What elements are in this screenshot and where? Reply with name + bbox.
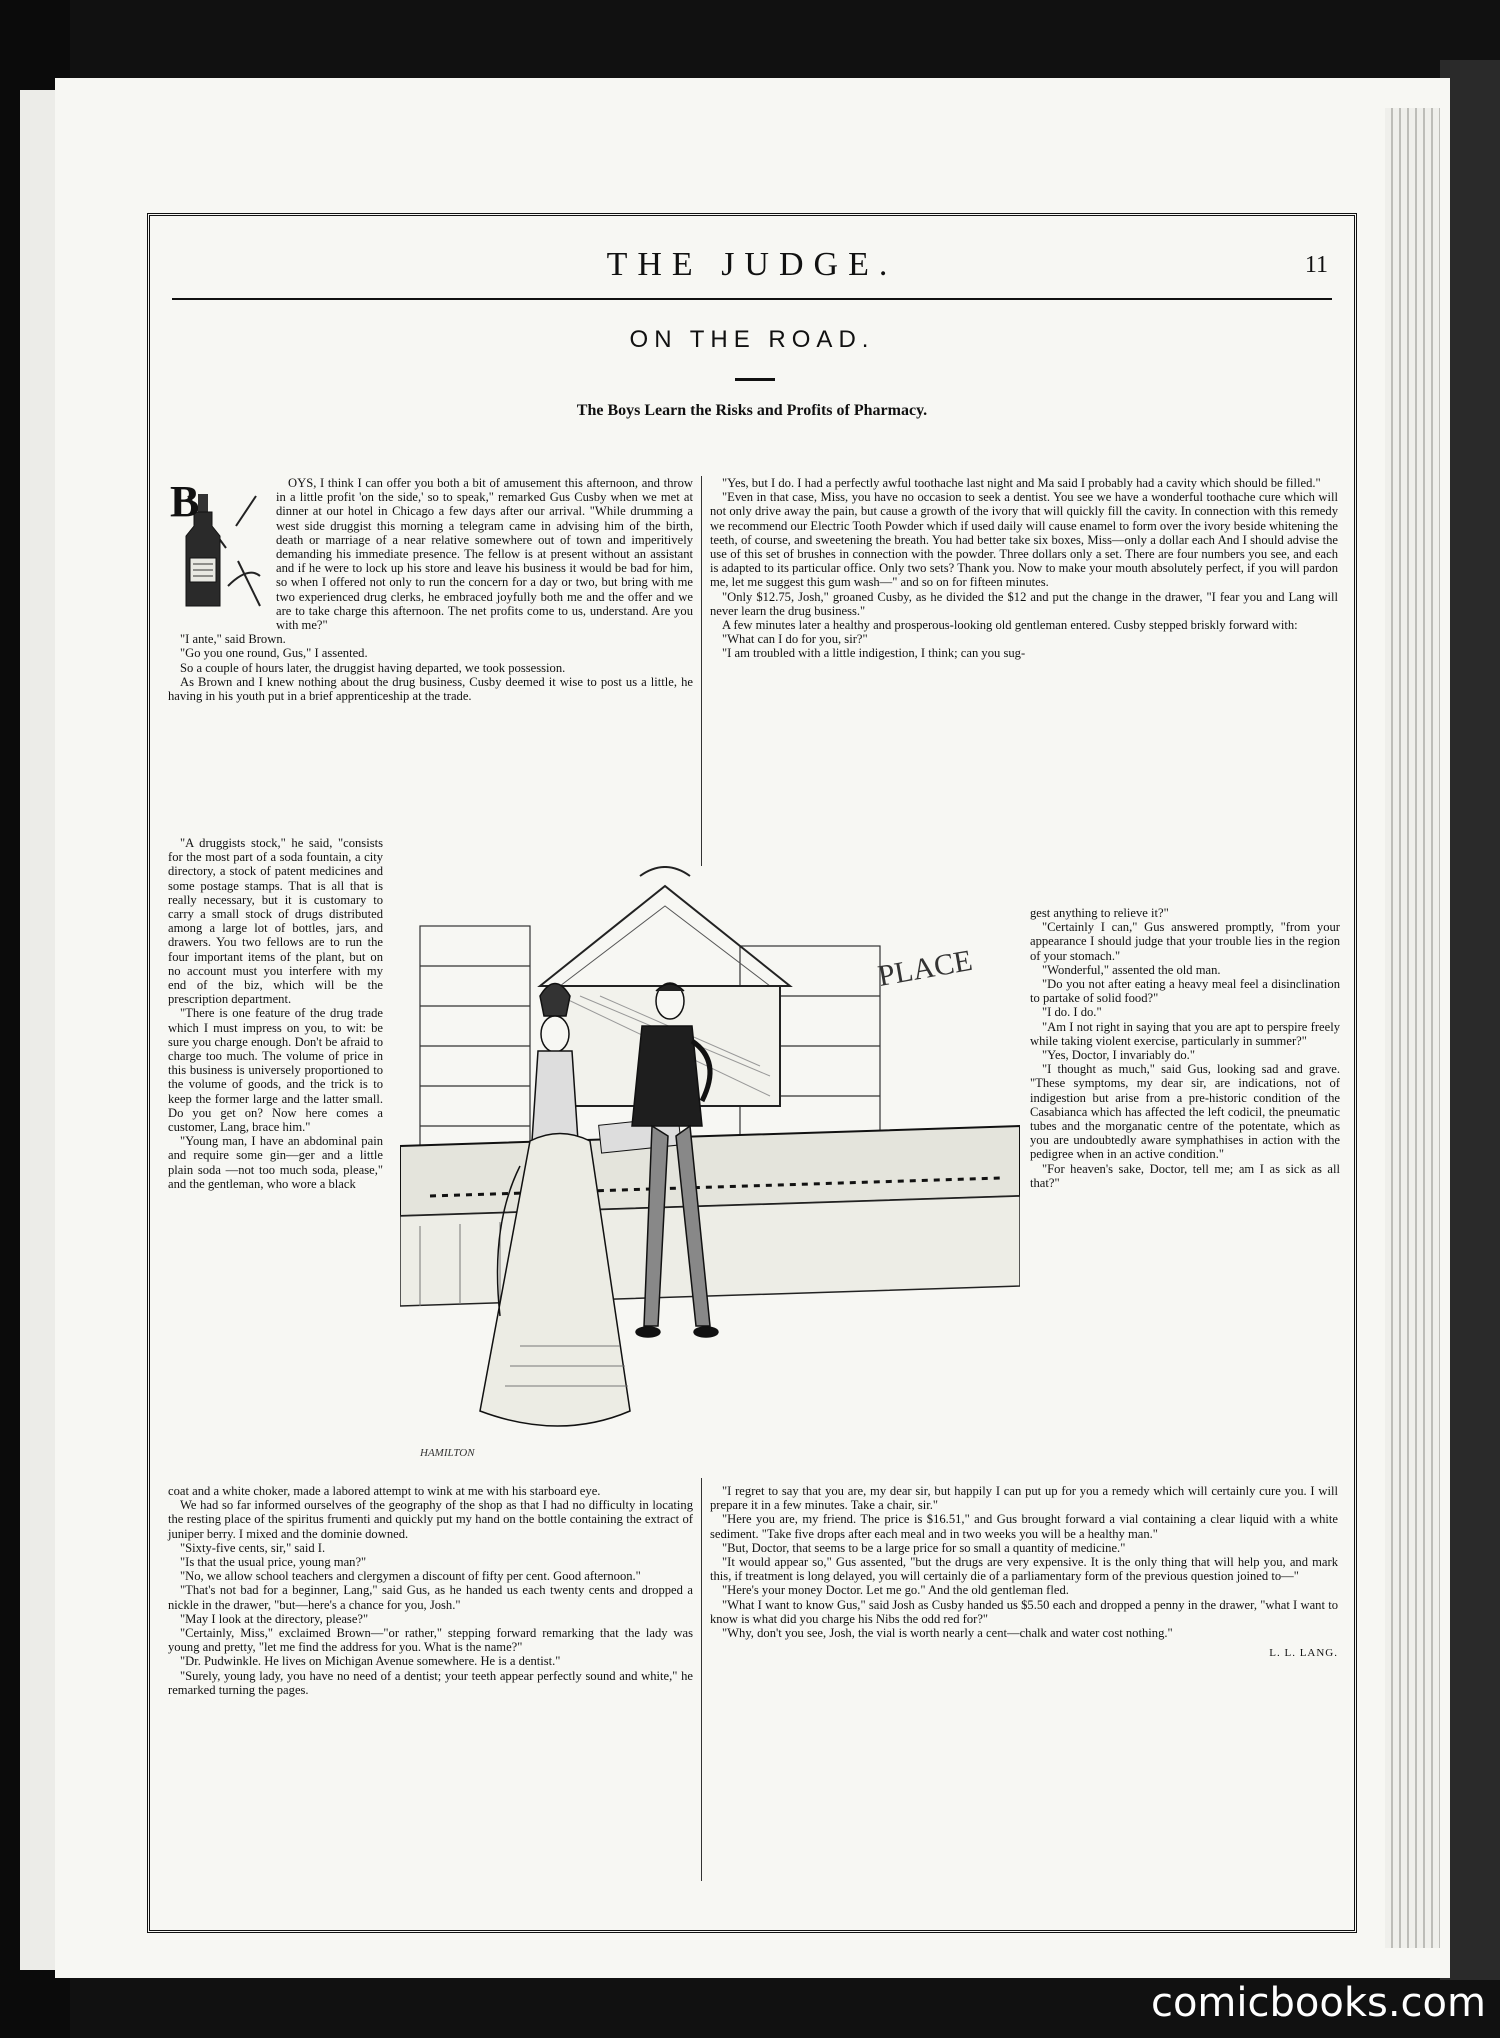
paragraph: "Certainly, Miss," exclaimed Brown—"or rather," stepping forward remarking that the lady was young and pretty, "let me find the address for you. What is the name?" <box>168 1626 693 1655</box>
paragraph: "There is one feature of the drug trade which I must impress on you, to wit: be sure you charge enough. Don't be afraid to charge too much. The volume of price in this business is universely proportioned to the volume of goods, and the trick is to keep the former large and the latter small. Do you get on? Now here comes a customer, Lang, brace him." <box>168 1006 383 1135</box>
paragraph: "A druggists stock," he said, "consists for the most part of a soda fountain, a city directory, a stock of patent medicines and some postage stamps. That is all that is really necessary, but it is customary to carry a small stock of drugs distributed among a large lot of bottles, jars, and drawers. You two fellows are to run the four important items of the plant, but on no account must you interfere with my end of the biz, which will be the prescription department. <box>168 836 383 1007</box>
magazine-page <box>55 78 1450 1978</box>
paragraph: "For heaven's sake, Doctor, tell me; am I as sick as all that?" <box>1030 1161 1340 1190</box>
column-2-bottom <box>710 1484 1338 1660</box>
paragraph: "I do. I do." <box>1042 1005 1102 1020</box>
site-watermark: comicbooks.com <box>1150 1980 1486 2026</box>
paragraph: "Even in that case, Miss, you have no occasion to seek a dentist. You see we have a wonderful toothache cure which will not only drive away the pain, but cause a growth of the ivory that will quickly fill the cavity. In connection with this remedy we recommend our Electric Tooth Powder which if used daily will cause enamel to form over the ivory beside whitening the teeth, of course, and sweetening the breath. You had better take six boxes, Miss—only a dollar each And I should advise the use of this set of brushes in connection with the powder. Three dollars only a set. There are four numbers you see, and each is adapted to its particular office. Only two sets? Thank you. Now to make your mouth absolutely perfect, if you will pardon me, let me suggest this gum wash—" and so on for fifteen minutes. <box>710 490 1338 590</box>
paragraph: "Only $12.75, Josh," groaned Cusby, as he divided the $12 and put the change in the drawer, "I fear you and Lang will never learn the drug business." <box>710 589 1338 618</box>
masthead-title: THE JUDGE. <box>606 246 898 283</box>
pharmacy-counter-illustration <box>400 866 1020 1478</box>
paragraph: "Dr. Pudwinkle. He lives on Michigan Avenue somewhere. He is a dentist." <box>180 1654 561 1669</box>
paragraph: So a couple of hours later, the druggist having departed, we took possession. <box>180 660 566 675</box>
paragraph: "I ante," said Brown. <box>180 632 286 647</box>
paragraph: "What I want to know Gus," said Josh as Cusby handed us $5.50 each and dropped a penny in the drawer, "what I want to know is what did you charge his Nibs the odd red for?" <box>710 1597 1338 1626</box>
page-frame <box>147 213 1357 1933</box>
drop-cap-illustration <box>168 476 268 626</box>
column-2-narrow <box>1030 906 1340 1190</box>
svg-text:B: B <box>170 477 200 526</box>
title-dash <box>735 378 775 381</box>
paragraph: "Certainly I can," Gus answered promptly, "from your appearance I should judge that your trouble lies in the region of your stomach." <box>1030 920 1340 963</box>
article-subtitle: The Boys Learn the Risks and Profits of Pharmacy. <box>576 402 928 419</box>
paragraph: "I regret to say that you are, my dear sir, but happily I can put up for you a remedy which will certainly cure you. I will prepare it in a few minutes. Take a chair, sir." <box>710 1484 1338 1513</box>
paragraph: "It would appear so," Gus assented, "but the drugs are very expensive. It is the only thing that will help you, and mark this, if treatment is long delayed, you will certainly die of a parliamentary form of the previous question joined to—" <box>710 1555 1338 1584</box>
paragraph: "Yes, but I do. I had a perfectly awful toothache last night and Ma said I probably had a cavity which should be filled." <box>722 476 1321 490</box>
paragraph: "Why, don't you see, Josh, the vial is worth nearly a cent—chalk and water cost nothing." <box>722 1626 1173 1641</box>
paragraph: "Am I not right in saying that you are apt to perspire freely while taking violent exercise, particularly in summer?" <box>1030 1019 1340 1048</box>
paragraph: "Here's your money Doctor. Let me go." And the old gentleman fled. <box>722 1583 1069 1598</box>
paragraph: "Yes, Doctor, I invariably do." <box>1042 1048 1195 1063</box>
paragraph: "I thought as much," said Gus, looking sad and grave. "These symptoms, my dear sir, are indications, not of indigestion but arise from a pre-historic condition of the Casabianca which has affected the left codicil, the pneumatic tubes and the morganatic centre of the potentate, which as you are undoubtedly aware symphathises in action with the pedigree when in an active condition." <box>1030 1062 1340 1162</box>
illustration-drawing <box>400 866 1020 1478</box>
paragraph: "Do you not after eating a heavy meal feel a disinclination to partake of solid food?" <box>1030 977 1340 1006</box>
column-1-top <box>168 476 693 703</box>
column-1-bottom <box>168 1484 693 1697</box>
paragraph: "Is that the usual price, young man?" <box>180 1555 367 1570</box>
paragraph: "No, we allow school teachers and clergymen a discount of fifty per cent. Good afternoon." <box>180 1569 641 1584</box>
paragraph: "I am troubled with a little indigestion, I think; can you sug- <box>722 646 1026 661</box>
paragraph: "That's not bad for a beginner, Lang," said Gus, as he handed us each twenty cents and dropped a nickle in the drawer, "but—here's a chance for you, Josh." <box>168 1583 693 1612</box>
article-title: ON THE ROAD. <box>629 326 875 353</box>
page-stack-edges <box>1385 108 1440 1948</box>
page-number: 11 <box>1304 252 1328 278</box>
column-2-top <box>710 476 1338 661</box>
column-1-narrow <box>168 836 383 1191</box>
paragraph: "Young man, I have an abdominal pain and require some gin—ger and a little plain soda —not too much soda, please," and the gentleman, who wore a black <box>168 1134 383 1191</box>
paragraph: "What can I do for you, sir?" <box>722 632 868 647</box>
paragraph: "May I look at the directory, please?" <box>180 1611 369 1626</box>
article-byline: L. L. LANG. <box>1269 1647 1338 1660</box>
paragraph: "Sixty-five cents, sir," said I. <box>180 1540 326 1555</box>
shop-sign-text: PLACE <box>875 943 975 993</box>
paragraph: "Surely, young lady, you have no need of a dentist; your teeth appear perfectly sound and white," he remarked turning the pages. <box>168 1668 693 1697</box>
paragraph: A few minutes later a healthy and prosperous-looking old gentleman entered. Cusby stepped briskly forward with: <box>722 618 1298 633</box>
paragraph: "Wonderful," assented the old man. <box>1042 962 1221 977</box>
paragraph: As Brown and I knew nothing about the drug business, Cusby deemed it wise to post us a little, he having in his youth put in a brief apprenticeship at the trade. <box>168 674 693 704</box>
paragraph: OYS, I think I can offer you both a bit of amusement this afternoon, and throw in a little profit 'on the side,' so to speak," remarked Gus Cusby when we met at dinner at our hotel in Chicago a few days after our arrival. "While drumming a west side druggist this morning a telegram came in advising him of the birth, death or marriage of a near relative somewhere out of town and imperitively demanding his immediate presence. The fellow is at present without an assistant and if he were to lock up his store and leave his business it would be bad for him, so when I offered not only to run the concern for a day or two, but bring with me two experienced drug clerks, he embraced joyfully both me and the offer and we are to take charge this afternoon. The net profits come to us, understand. Are you with me?" <box>276 476 693 633</box>
paragraph: coat and a white choker, made a labored attempt to wink at me with his starboard eye. <box>168 1484 601 1498</box>
paragraph: "Go you one round, Gus," I assented. <box>180 646 368 661</box>
paragraph: "But, Doctor, that seems to be a large price for so small a quantity of medicine." <box>722 1540 1126 1555</box>
masthead-rule <box>172 298 1332 300</box>
illustrator-signature: HAMILTON <box>420 1447 475 1459</box>
paragraph: "Here you are, my friend. The price is $16.51," and Gus brought forward a vial containing a clear liquid with a white sediment. "Take five drops after each meal and in two weeks you will be a healthy man." <box>710 1512 1338 1541</box>
paragraph: gest anything to relieve it?" <box>1030 906 1169 920</box>
paragraph: We had so far informed ourselves of the geography of the shop as that I had no difficulty in locating the resting place of the spiritus frumenti and quickly put my hand on the bottle containing the extract of juniper berry. I mixed and the dominie downed. <box>168 1498 693 1541</box>
medicine-bottle-icon <box>168 476 268 626</box>
